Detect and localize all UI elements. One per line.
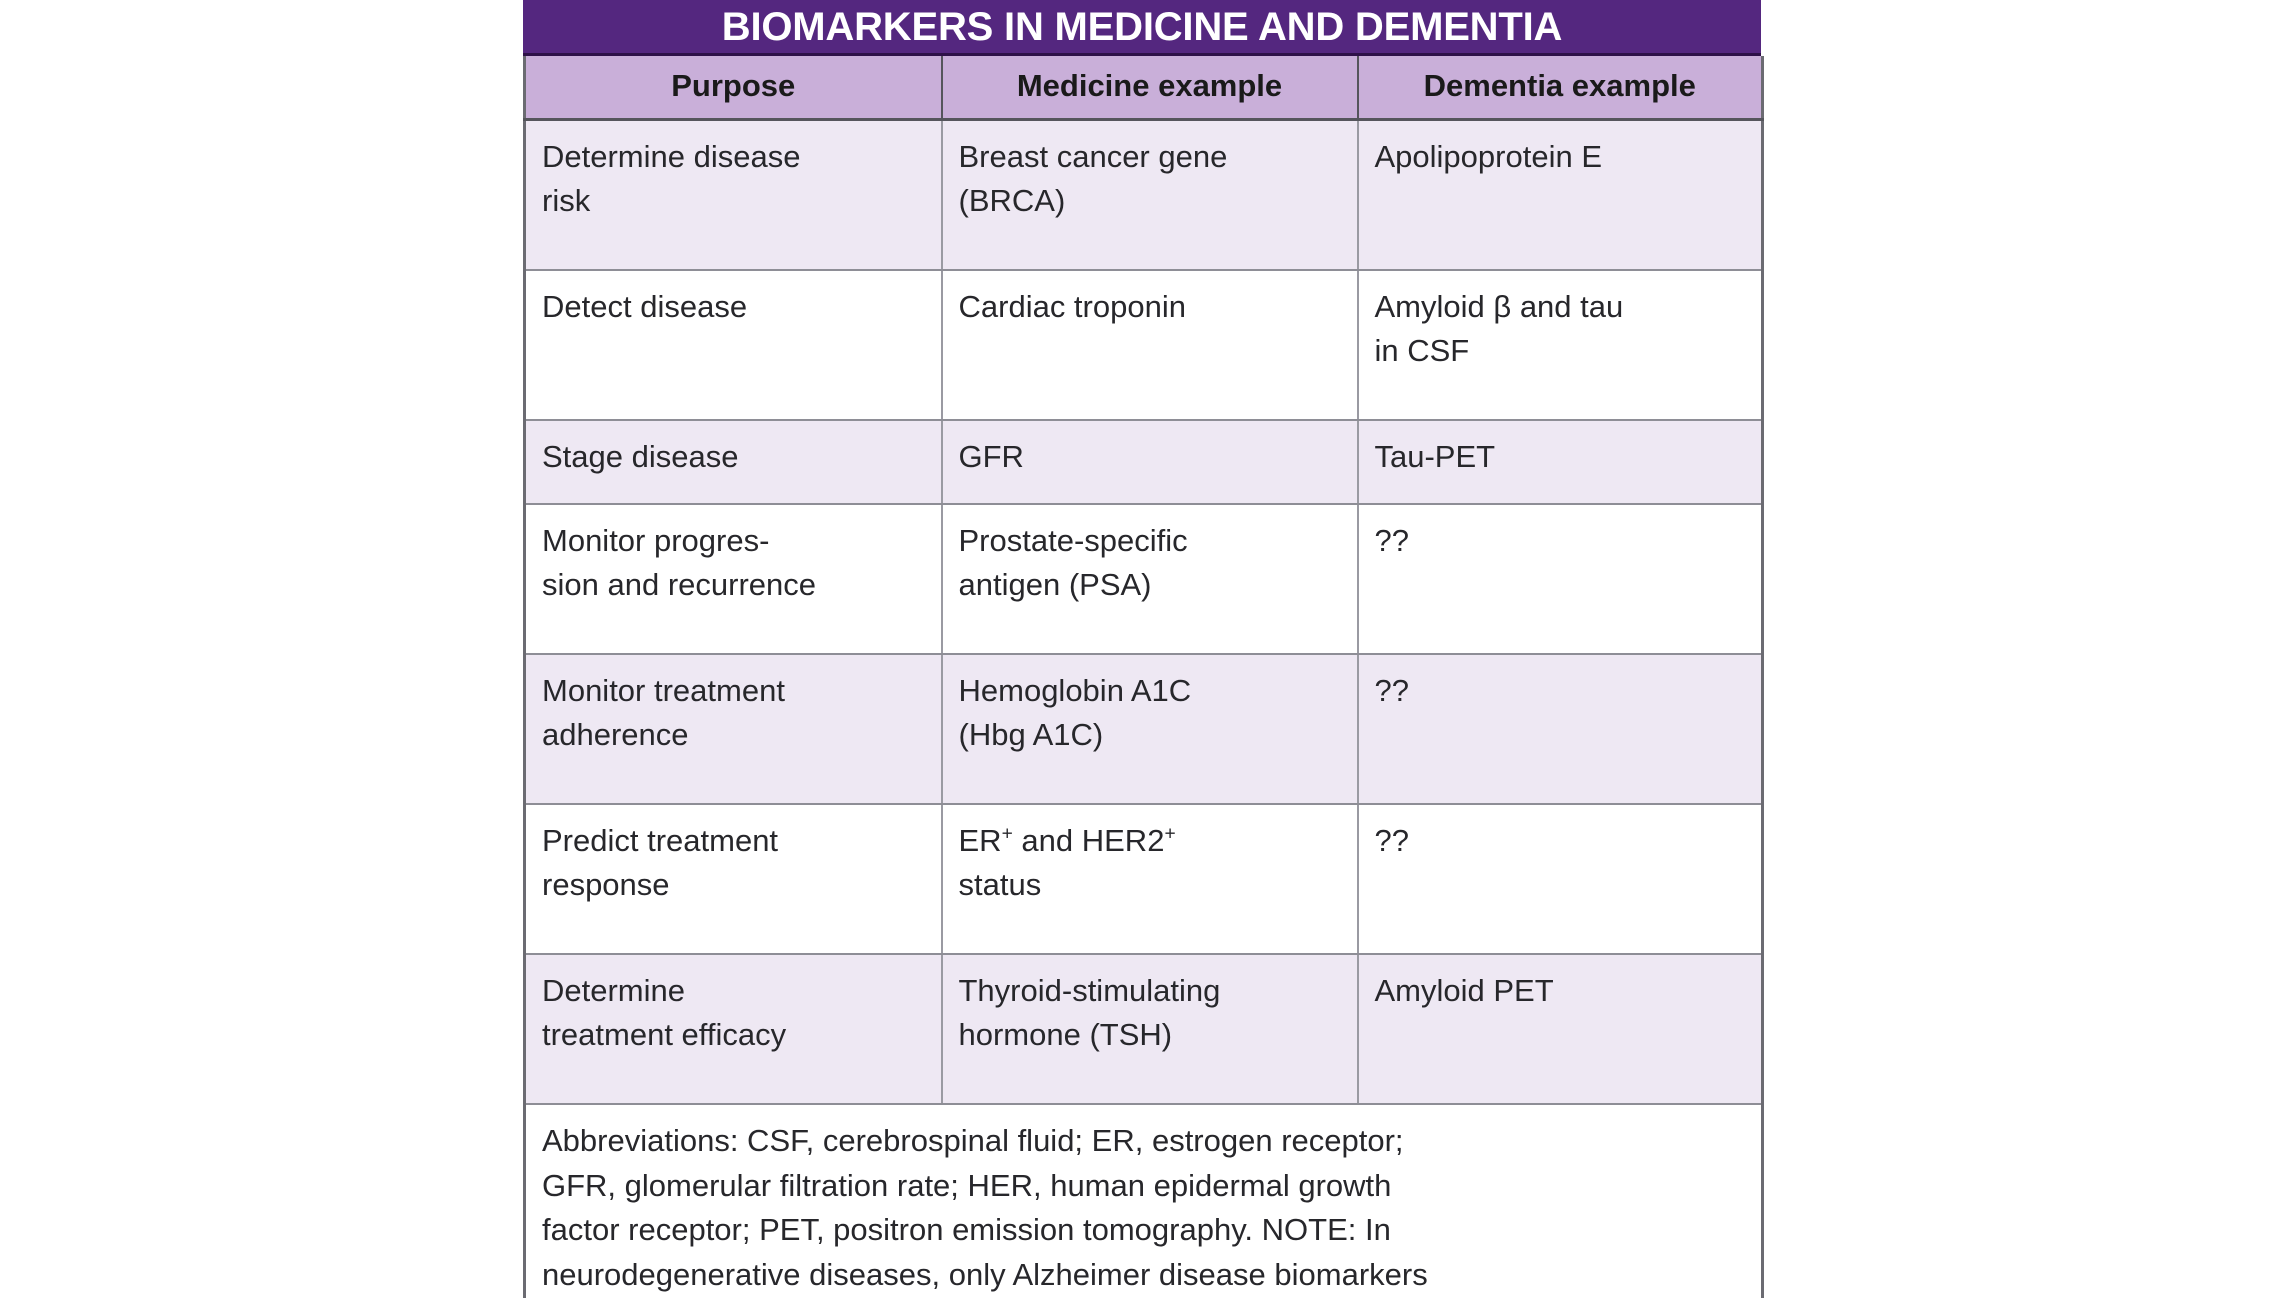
cell-medicine-example (942, 120, 1358, 271)
cell-line: status (958, 867, 1042, 903)
cell-line: adherence (542, 717, 689, 753)
table-header-row (525, 56, 1763, 120)
cell-purpose (525, 504, 942, 654)
cell-medicine-example (942, 954, 1358, 1104)
cell-line: ?? (1374, 823, 1409, 858)
cell-dementia-example (1358, 954, 1763, 1104)
cell-medicine-example (942, 804, 1358, 954)
cell-purpose (525, 804, 942, 954)
cell-line: Hemoglobin A1C (958, 673, 1192, 708)
cell-line: (Hbg A1C) (958, 717, 1104, 753)
cell-line: Prostate-specific (958, 523, 1188, 558)
table-row (525, 270, 1763, 420)
cell-line: Predict treatment (542, 823, 779, 858)
cell-line: Thyroid-stimulating (958, 973, 1221, 1008)
table-row (525, 654, 1763, 804)
column-header-dementia-example: Dementia example (1358, 56, 1763, 120)
table-footnote-row (525, 1104, 1763, 1298)
cell-dementia-example (1358, 270, 1763, 420)
cell-line: antigen (PSA) (958, 567, 1152, 603)
abbreviations-footnote (525, 1104, 1763, 1298)
cell-line: Breast cancer gene (958, 139, 1228, 174)
cell-line: treatment efficacy (542, 1017, 787, 1053)
column-header-medicine-example: Medicine example (942, 56, 1358, 120)
cell-line: hormone (TSH) (958, 1017, 1173, 1053)
cell-line-receptor-status (959, 823, 1176, 858)
cell-line: ?? (1374, 523, 1409, 558)
cell-line: response (542, 867, 670, 903)
cell-line: in CSF (1374, 333, 1470, 369)
cell-line: sion and recurrence (542, 567, 816, 603)
cell-medicine-example (942, 420, 1358, 504)
cell-line: Monitor treatment (542, 673, 785, 708)
cell-line: ?? (1374, 673, 1409, 708)
page-title: BIOMARKERS IN MEDICINE AND DEMENTIA (721, 4, 1563, 49)
cell-dementia-example (1358, 420, 1763, 504)
cell-line: Apolipoprotein E (1374, 139, 1602, 174)
cell-line: Monitor progres- (542, 523, 770, 558)
table-row (525, 420, 1763, 504)
cell-purpose (525, 270, 942, 420)
table-title-bar (523, 0, 1761, 56)
cell-dementia-example (1358, 804, 1763, 954)
cell-line: Tau-PET (1374, 439, 1496, 474)
cell-purpose (525, 654, 942, 804)
footnote-line: factor receptor; PET, positron emission tomography. NOTE: In (542, 1212, 1391, 1248)
cell-line: Stage disease (542, 439, 739, 474)
footnote-line: GFR, glomerular filtration rate; HER, human epidermal growth (542, 1167, 1392, 1203)
cell-line: Determine (542, 973, 685, 1008)
cell-line: GFR (958, 439, 1024, 474)
footnote-line: neurodegenerative diseases, only Alzheimer disease biomarkers (542, 1256, 1428, 1292)
cell-line: (BRCA) (958, 183, 1066, 219)
cell-medicine-example (942, 270, 1358, 420)
table-row (525, 954, 1763, 1104)
superscript-plus-icon: + (1001, 823, 1013, 845)
receptor-er-label: ER (958, 823, 1002, 858)
cell-line: Amyloid β and tau (1374, 289, 1624, 324)
table-row (525, 504, 1763, 654)
cell-purpose (525, 120, 942, 271)
footnote-line: Abbreviations: CSF, cerebrospinal fluid; ER, estrogen receptor; (542, 1123, 1404, 1158)
superscript-plus-icon: + (1164, 823, 1176, 845)
cell-dementia-example (1358, 120, 1763, 271)
cell-purpose (525, 954, 942, 1104)
cell-line: Cardiac troponin (958, 289, 1186, 324)
biomarkers-table-block (523, 0, 1761, 1298)
cell-medicine-example (942, 654, 1358, 804)
column-header-purpose: Purpose (525, 56, 942, 120)
cell-dementia-example (1358, 654, 1763, 804)
biomarkers-table (523, 56, 1764, 1298)
cell-line: Determine disease (542, 139, 801, 174)
cell-line: risk (542, 183, 591, 219)
cell-medicine-example (942, 504, 1358, 654)
cell-line: Detect disease (542, 289, 748, 324)
cell-dementia-example (1358, 504, 1763, 654)
receptor-conjunction: and HER2 (1012, 823, 1165, 858)
cell-line: Amyloid PET (1374, 973, 1554, 1008)
table-row (525, 804, 1763, 954)
cell-purpose (525, 420, 942, 504)
table-row (525, 120, 1763, 271)
